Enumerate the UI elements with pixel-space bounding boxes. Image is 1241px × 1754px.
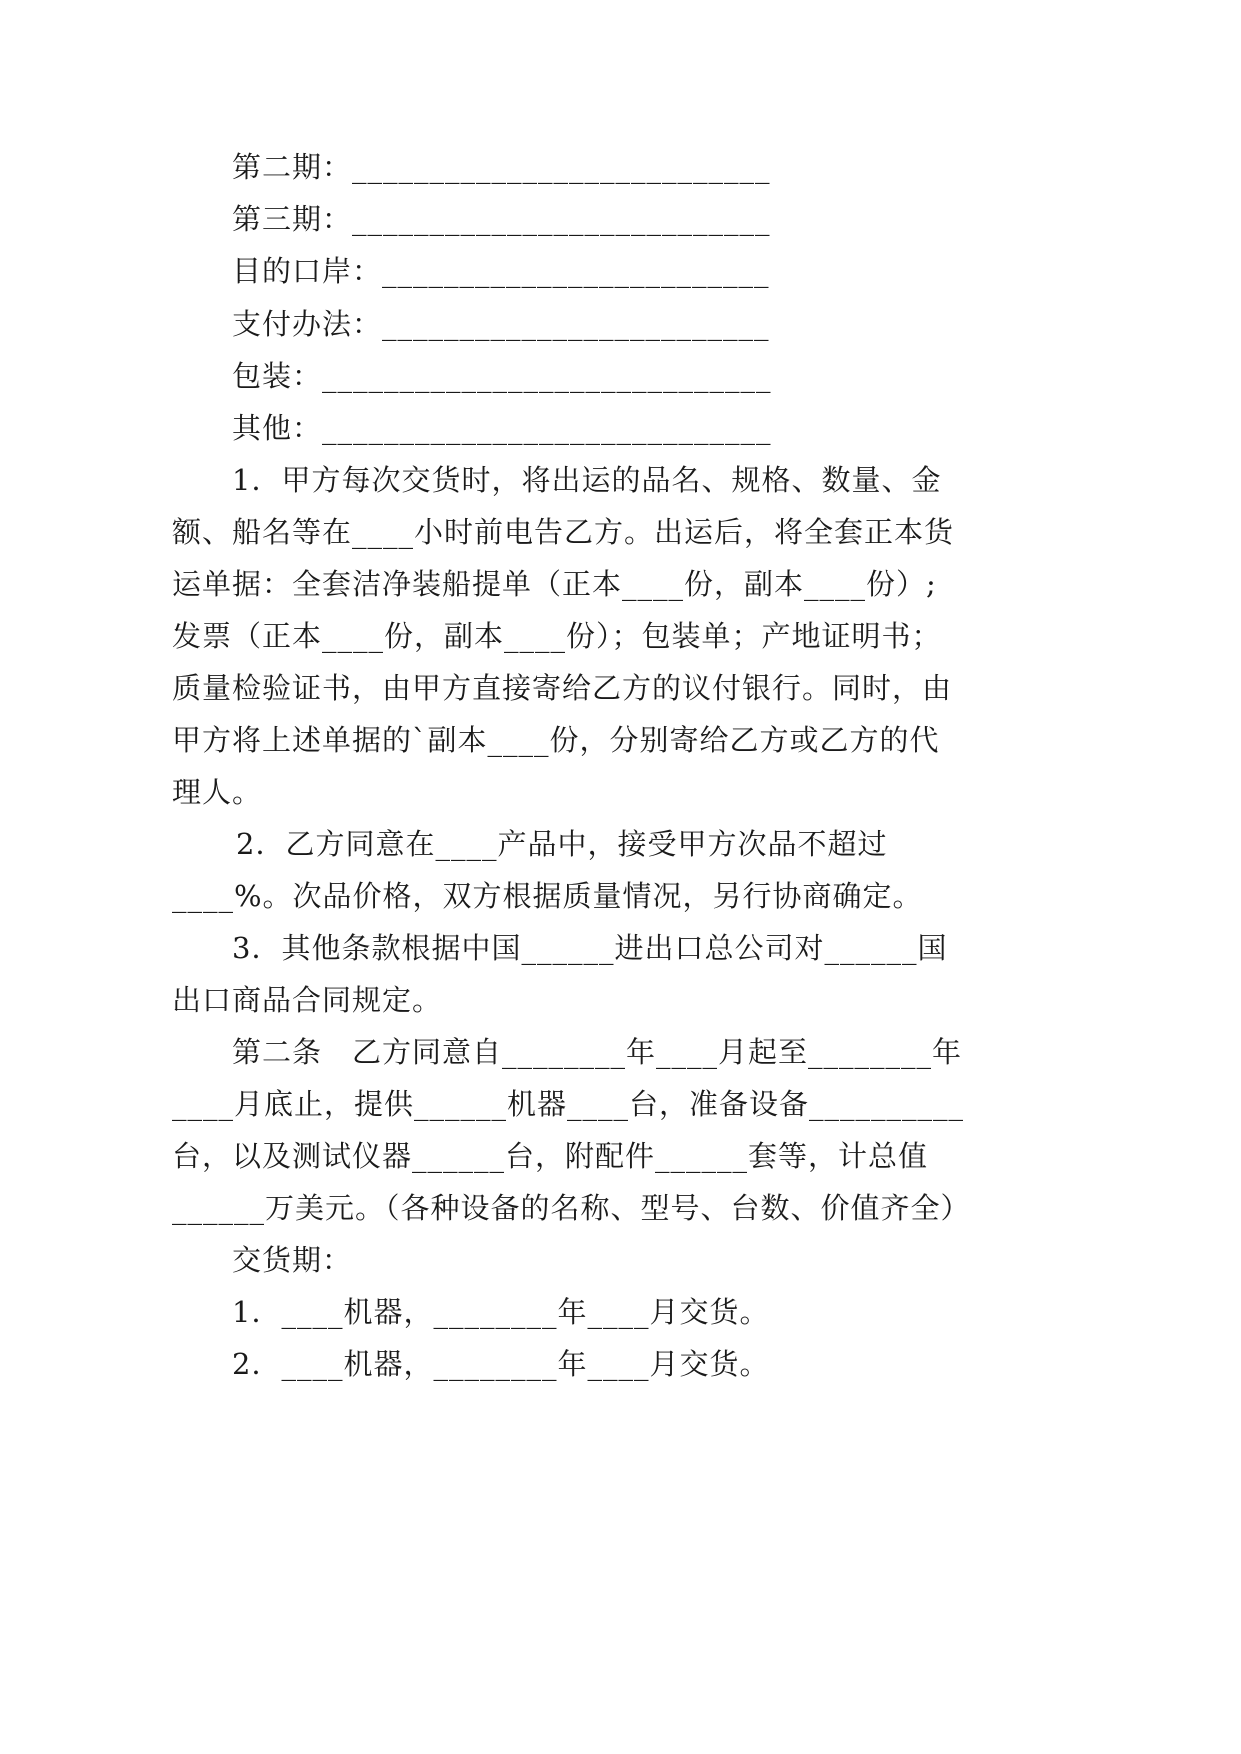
- payment-method-line: 支付办法：_________________________: [232, 307, 770, 341]
- clause-1-line-5: 质量检验证书，由甲方直接寄给乙方的议付银行。同时，由: [172, 671, 953, 705]
- article-2-line-3: 台，以及测试仪器______台，附配件______套等，计总值: [172, 1139, 929, 1173]
- clause-1-line-4: 发票（正本____份，副本____份）；包装单；产地证明书；: [172, 619, 942, 653]
- clause-2-line-2: ____%。次品价格，双方根据质量情况，另行协商确定。: [172, 879, 923, 913]
- clause-1-line-7: 理人。: [172, 775, 263, 809]
- clause-3-line-2: 出口商品合同规定。: [172, 983, 443, 1017]
- clause-3-line-1: 3．其他条款根据中国______进出口总公司对______国: [232, 931, 948, 965]
- destination-port-line: 目的口岸：_________________________: [232, 254, 770, 288]
- article-2-line-2: ____月底止，提供______机器____台，准备设备__________: [172, 1087, 965, 1121]
- delivery-item-2: 2．____机器，________年____月交货。: [232, 1347, 770, 1381]
- clause-1-line-6: 甲方将上述单据的`副本____份，分别寄给乙方或乙方的代: [172, 723, 940, 757]
- clause-1-line-3: 运单据：全套洁净装船提单（正本____份，副本____份）;: [172, 567, 937, 601]
- article-2-line-1: 第二条 乙方同意自________年____月起至________年: [232, 1035, 963, 1069]
- article-2-line-4: ______万美元。（各种设备的名称、型号、台数、价值齐全）: [172, 1191, 971, 1225]
- other-line: 其他：_____________________________: [232, 411, 772, 445]
- packaging-line: 包装：_____________________________: [232, 359, 772, 393]
- installment-3-line: 第三期：___________________________: [232, 202, 771, 236]
- clause-1-line-2: 额、船名等在____小时前电告乙方。出运后，将全套正本货: [172, 515, 955, 549]
- clause-2-line-1: 2．乙方同意在____产品中，接受甲方次品不超过: [236, 827, 888, 861]
- installment-2-line: 第二期：___________________________: [232, 150, 771, 184]
- delivery-period-heading: 交货期：: [232, 1243, 353, 1277]
- delivery-item-1: 1．____机器，________年____月交货。: [232, 1295, 770, 1329]
- clause-1-line-1: 1．甲方每次交货时，将出运的品名、规格、数量、金: [232, 463, 942, 497]
